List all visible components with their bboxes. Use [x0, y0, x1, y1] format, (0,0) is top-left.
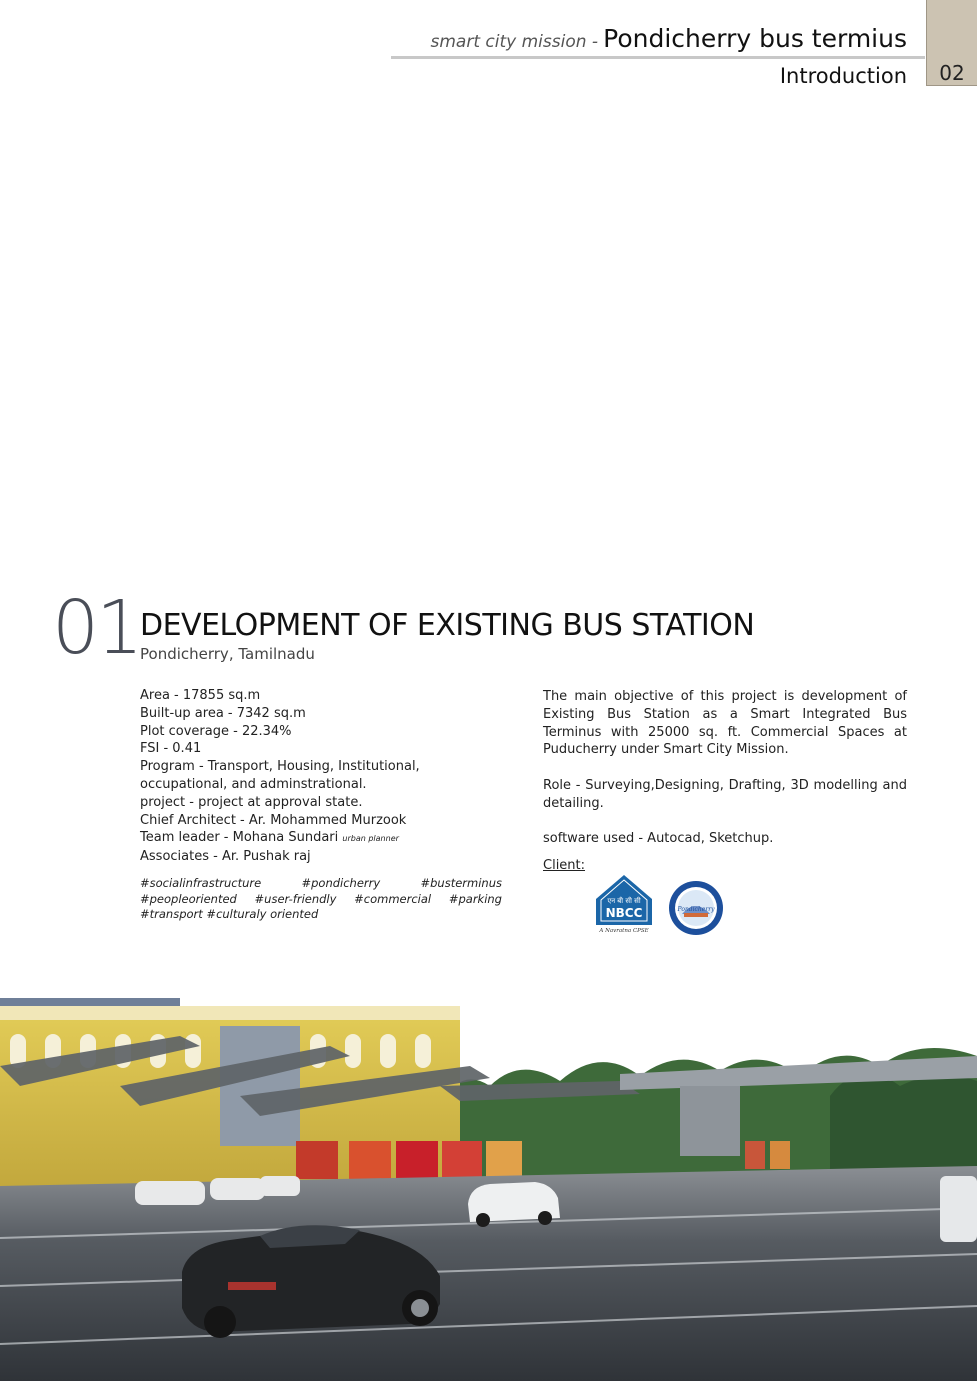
- bus-terminus-render: [0, 986, 977, 1381]
- header-title-line: [431, 24, 907, 53]
- header-subtitle: smart city mission -: [430, 32, 599, 52]
- client-label: Client:: [543, 858, 586, 873]
- team-leader-note: urban planner: [342, 834, 399, 844]
- tag-line: #transport #culturaly oriented: [140, 907, 319, 922]
- pondicherry-logo-text: Pondicherry: [677, 906, 715, 913]
- section-title: Introduction: [779, 64, 907, 88]
- page-tab: [926, 0, 977, 86]
- header-divider: [391, 56, 925, 59]
- project-number: 01: [52, 585, 141, 671]
- header-title: Pondicherry bus termius: [603, 24, 907, 53]
- project-specs: [140, 687, 440, 866]
- objective-text: The main objective of this project is development of Existing Bus Station as a Smart Integrated Bus Terminus with 25000 sq. ft. Commercial Spaces at Puducherry under Smart City Mission.: [543, 689, 907, 758]
- nbcc-name: NBCC: [605, 906, 643, 920]
- nbcc-tagline: A Navratna CPSE: [599, 928, 649, 933]
- white-van: [940, 1176, 977, 1242]
- project-location: Pondicherry, Tamilnadu: [140, 645, 315, 663]
- page-number: 02: [939, 61, 965, 85]
- tag-line: #peopleoriented #user-friendly #commercial #parking: [140, 891, 502, 906]
- project-description: [543, 688, 907, 866]
- spec-associates: Associates - Ar. Pushak raj: [140, 849, 311, 865]
- spec-plot-coverage: Plot coverage - 22.34%: [140, 723, 292, 739]
- spec-builtup: Built-up area - 7342 sq.m: [140, 705, 306, 721]
- pondicherry-smart-city-logo: [666, 880, 726, 936]
- nbcc-hindi: एन बी सी सी: [607, 897, 641, 905]
- spec-program-cont: occupational, and adminstrational.: [140, 776, 367, 792]
- hashtags: [140, 876, 502, 923]
- spec-chief-architect: Chief Architect - Ar. Mohammed Murzook: [140, 812, 407, 828]
- role-text: Role - Surveying,Designing, Drafting, 3D modelling and detailing.: [543, 777, 907, 811]
- tag-line: #socialinfrastructure #pondicherry #busterminus: [140, 876, 502, 890]
- spec-team-leader: [140, 829, 440, 848]
- spec-program: Program - Transport, Housing, Institutional,: [140, 759, 420, 775]
- software-text: software used - Autocad, Sketchup.: [543, 831, 774, 847]
- nbcc-logo: [594, 873, 654, 933]
- spec-project-status: project - project at approval state.: [140, 794, 363, 810]
- spec-area: Area - 17855 sq.m: [140, 688, 261, 703]
- project-title: DEVELOPMENT OF EXISTING BUS STATION: [140, 608, 755, 643]
- team-leader-text: Team leader - Mohana Sundari: [140, 830, 339, 846]
- spec-fsi: FSI - 0.41: [140, 741, 202, 757]
